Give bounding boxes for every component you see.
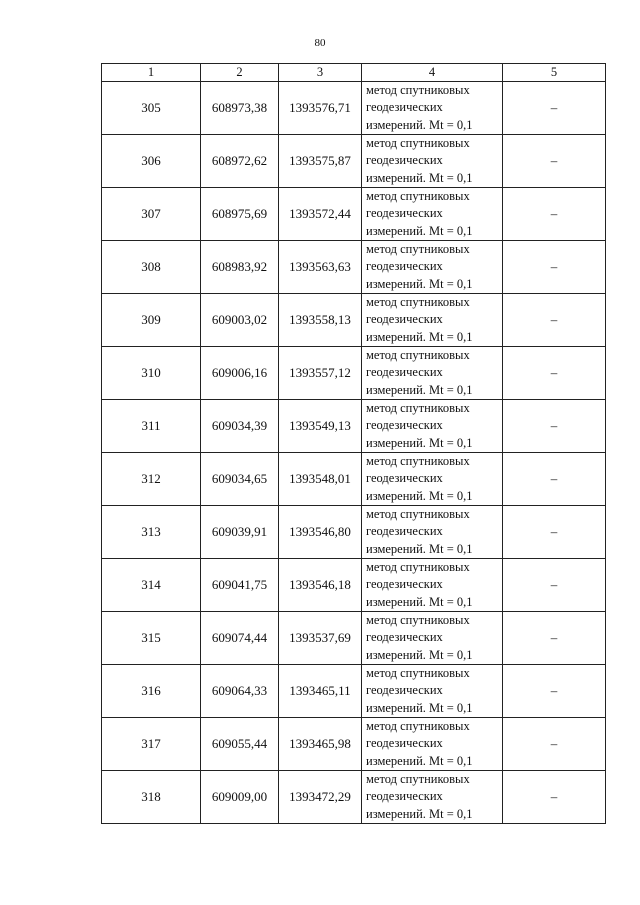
method-text-line: геодезических xyxy=(366,471,443,486)
y-coordinate-cell: 1393537,69 xyxy=(279,612,362,665)
table-row xyxy=(102,665,606,718)
method-cell xyxy=(362,771,503,824)
point-number-cell: 313 xyxy=(102,506,201,559)
point-number-cell: 315 xyxy=(102,612,201,665)
method-text-line: измерений. Mt = 0,1 xyxy=(366,435,473,450)
method-text-line: геодезических xyxy=(366,312,443,327)
method-cell xyxy=(362,294,503,347)
table-row xyxy=(102,82,606,135)
method-text-line: геодезических xyxy=(366,259,443,274)
method-text-line: метод спутниковых xyxy=(366,348,470,363)
method-text-line: метод спутниковых xyxy=(366,560,470,575)
note-cell: – xyxy=(503,188,606,241)
method-cell xyxy=(362,82,503,135)
y-coordinate-cell: 1393563,63 xyxy=(279,241,362,294)
x-coordinate-cell: 608975,69 xyxy=(201,188,279,241)
method-text-line: геодезических xyxy=(366,736,443,751)
x-coordinate-cell: 609034,39 xyxy=(201,400,279,453)
page-number: 80 xyxy=(314,37,326,49)
method-cell xyxy=(362,506,503,559)
method-cell xyxy=(362,347,503,400)
method-text-line: метод спутниковых xyxy=(366,242,470,257)
method-text-line: метод спутниковых xyxy=(366,454,470,469)
y-coordinate-cell: 1393549,13 xyxy=(279,400,362,453)
point-number-cell: 311 xyxy=(102,400,201,453)
method-text-line: метод спутниковых xyxy=(366,83,470,98)
method-text-line: измерений. Mt = 0,1 xyxy=(366,647,473,662)
point-number-cell: 307 xyxy=(102,188,201,241)
method-cell xyxy=(362,718,503,771)
point-number-cell: 305 xyxy=(102,82,201,135)
note-cell: – xyxy=(503,400,606,453)
table-row xyxy=(102,612,606,665)
point-number-cell: 306 xyxy=(102,135,201,188)
method-text-line: геодезических xyxy=(366,100,443,115)
method-text-line: геодезических xyxy=(366,789,443,804)
method-text-line: геодезических xyxy=(366,630,443,645)
x-coordinate-cell: 609064,33 xyxy=(201,665,279,718)
note-cell: – xyxy=(503,771,606,824)
table-row xyxy=(102,718,606,771)
x-coordinate-cell: 609009,00 xyxy=(201,771,279,824)
x-coordinate-cell: 608972,62 xyxy=(201,135,279,188)
method-text-line: измерений. Mt = 0,1 xyxy=(366,753,473,768)
method-text-line: измерений. Mt = 0,1 xyxy=(366,329,473,344)
note-cell: – xyxy=(503,612,606,665)
note-cell: – xyxy=(503,453,606,506)
x-coordinate-cell: 609041,75 xyxy=(201,559,279,612)
header-col-4: 4 xyxy=(362,64,503,82)
table-row xyxy=(102,559,606,612)
point-number-cell: 317 xyxy=(102,718,201,771)
header-col-5: 5 xyxy=(503,64,606,82)
point-number-cell: 308 xyxy=(102,241,201,294)
point-number-cell: 318 xyxy=(102,771,201,824)
y-coordinate-cell: 1393576,71 xyxy=(279,82,362,135)
method-text-line: измерений. Mt = 0,1 xyxy=(366,488,473,503)
method-text-line: геодезических xyxy=(366,418,443,433)
table-row xyxy=(102,188,606,241)
x-coordinate-cell: 608983,92 xyxy=(201,241,279,294)
method-text-line: геодезических xyxy=(366,683,443,698)
y-coordinate-cell: 1393557,12 xyxy=(279,347,362,400)
method-cell xyxy=(362,188,503,241)
y-coordinate-cell: 1393472,29 xyxy=(279,771,362,824)
point-number-cell: 310 xyxy=(102,347,201,400)
method-text-line: измерений. Mt = 0,1 xyxy=(366,117,473,132)
y-coordinate-cell: 1393546,18 xyxy=(279,559,362,612)
header-col-1: 1 xyxy=(102,64,201,82)
method-text-line: метод спутниковых xyxy=(366,401,470,416)
method-text-line: геодезических xyxy=(366,577,443,592)
method-text-line: метод спутниковых xyxy=(366,189,470,204)
note-cell: – xyxy=(503,294,606,347)
method-cell xyxy=(362,453,503,506)
x-coordinate-cell: 609034,65 xyxy=(201,453,279,506)
method-text-line: метод спутниковых xyxy=(366,613,470,628)
method-cell xyxy=(362,559,503,612)
note-cell: – xyxy=(503,506,606,559)
point-number-cell: 309 xyxy=(102,294,201,347)
x-coordinate-cell: 609074,44 xyxy=(201,612,279,665)
method-text-line: геодезических xyxy=(366,365,443,380)
method-text-line: метод спутниковых xyxy=(366,136,470,151)
method-cell xyxy=(362,241,503,294)
x-coordinate-cell: 609055,44 xyxy=(201,718,279,771)
note-cell: – xyxy=(503,135,606,188)
y-coordinate-cell: 1393572,44 xyxy=(279,188,362,241)
table-row xyxy=(102,294,606,347)
point-number-cell: 314 xyxy=(102,559,201,612)
note-cell: – xyxy=(503,241,606,294)
note-cell: – xyxy=(503,665,606,718)
method-text-line: измерений. Mt = 0,1 xyxy=(366,276,473,291)
method-text-line: метод спутниковых xyxy=(366,507,470,522)
y-coordinate-cell: 1393546,80 xyxy=(279,506,362,559)
method-cell xyxy=(362,400,503,453)
method-text-line: геодезических xyxy=(366,524,443,539)
x-coordinate-cell: 609006,16 xyxy=(201,347,279,400)
table-row xyxy=(102,506,606,559)
method-text-line: метод спутниковых xyxy=(366,772,470,787)
table-row xyxy=(102,347,606,400)
method-text-line: измерений. Mt = 0,1 xyxy=(366,170,473,185)
table-row xyxy=(102,241,606,294)
x-coordinate-cell: 608973,38 xyxy=(201,82,279,135)
note-cell: – xyxy=(503,559,606,612)
y-coordinate-cell: 1393465,11 xyxy=(279,665,362,718)
method-text-line: измерений. Mt = 0,1 xyxy=(366,382,473,397)
method-text-line: измерений. Mt = 0,1 xyxy=(366,223,473,238)
point-number-cell: 316 xyxy=(102,665,201,718)
method-text-line: геодезических xyxy=(366,153,443,168)
y-coordinate-cell: 1393575,87 xyxy=(279,135,362,188)
header-col-2: 2 xyxy=(201,64,279,82)
table-body xyxy=(102,82,606,824)
method-text-line: метод спутниковых xyxy=(366,295,470,310)
table-row xyxy=(102,400,606,453)
method-text-line: геодезических xyxy=(366,206,443,221)
method-cell xyxy=(362,665,503,718)
method-text-line: измерений. Mt = 0,1 xyxy=(366,594,473,609)
method-cell xyxy=(362,612,503,665)
y-coordinate-cell: 1393558,13 xyxy=(279,294,362,347)
x-coordinate-cell: 609003,02 xyxy=(201,294,279,347)
table-row xyxy=(102,771,606,824)
note-cell: – xyxy=(503,82,606,135)
note-cell: – xyxy=(503,347,606,400)
method-text-line: метод спутниковых xyxy=(366,666,470,681)
header-col-3: 3 xyxy=(279,64,362,82)
note-cell: – xyxy=(503,718,606,771)
table-row xyxy=(102,135,606,188)
point-number-cell: 312 xyxy=(102,453,201,506)
method-text-line: измерений. Mt = 0,1 xyxy=(366,700,473,715)
x-coordinate-cell: 609039,91 xyxy=(201,506,279,559)
method-text-line: метод спутниковых xyxy=(366,719,470,734)
y-coordinate-cell: 1393465,98 xyxy=(279,718,362,771)
method-cell xyxy=(362,135,503,188)
method-text-line: измерений. Mt = 0,1 xyxy=(366,541,473,556)
table-row xyxy=(102,453,606,506)
y-coordinate-cell: 1393548,01 xyxy=(279,453,362,506)
coordinates-table xyxy=(101,63,606,824)
method-text-line: измерений. Mt = 0,1 xyxy=(366,806,473,821)
table-header-row xyxy=(102,64,606,82)
